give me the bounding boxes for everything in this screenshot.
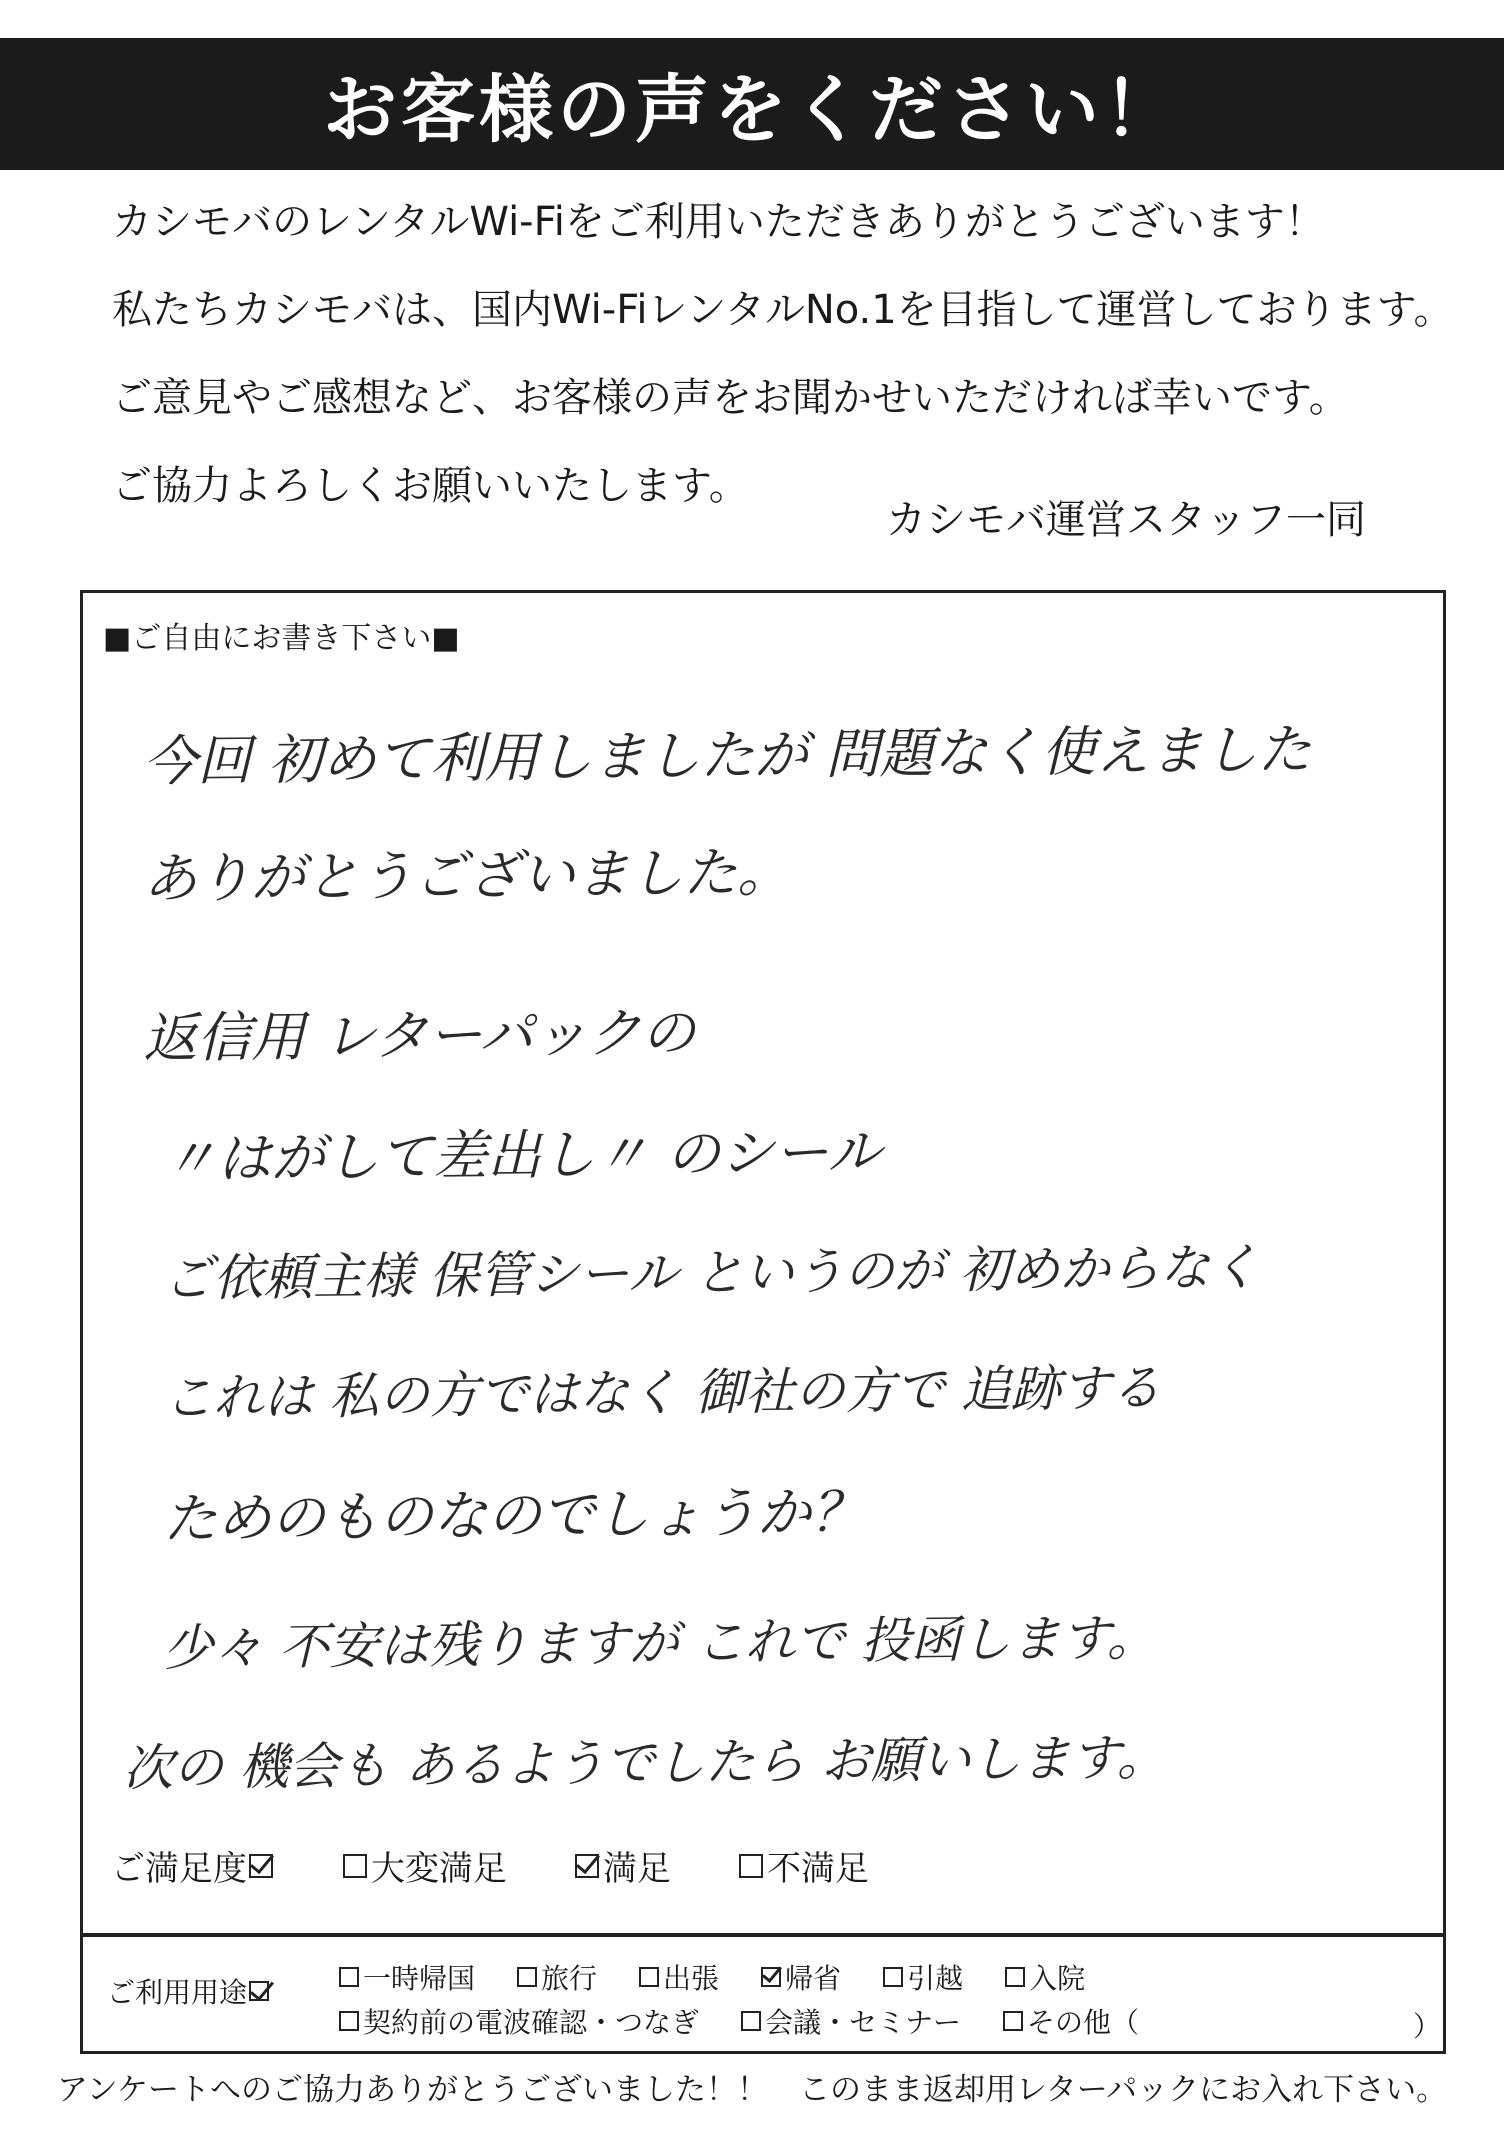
checkbox-icon[interactable] [741, 2011, 761, 2031]
intro-line: ご意見やご感想など、お客様の声をお聞かせいただければ幸いです。 [112, 375, 1349, 421]
satisfaction-option-dissatisfied[interactable] [739, 1841, 869, 1890]
option-label: 一時帰国 [363, 1962, 476, 1995]
checkbox-icon[interactable] [1005, 1967, 1025, 1987]
usage-label-checkbox [249, 1981, 269, 2001]
checkbox-icon[interactable] [883, 1967, 903, 1987]
option-label: 入院 [1029, 1962, 1086, 1995]
signature: カシモバ運営スタッフ一同 [886, 497, 1366, 543]
checkbox-icon[interactable] [739, 1854, 763, 1878]
usage-option-meeting-seminar[interactable] [741, 2001, 961, 2041]
option-label: 帰省 [785, 1962, 842, 1995]
intro-line: 私たちカシモバは、国内Wi-FiレンタルNo.1を目指して運営しております。 [112, 287, 1454, 333]
usage-label: ご利用用途 [107, 1976, 248, 2009]
checkbox-checked-icon[interactable] [575, 1854, 599, 1878]
option-label: 契約前の電波確認・つなぎ [363, 2006, 700, 2039]
page-title: お客様の声をください！ [0, 38, 1504, 170]
usage-option-travel[interactable] [517, 1957, 597, 1997]
free-comment-label: ■ご自由にお書き下さい■ [103, 621, 460, 656]
usage-option-moving[interactable] [883, 1957, 963, 1997]
usage-option-homecoming[interactable] [761, 1957, 841, 1997]
handwritten-line: ためのものなのでしょうか？ [162, 1480, 866, 1551]
option-label: その他（ [1027, 2006, 1140, 2039]
intro-line: ご協力よろしくお願いいたします。 [112, 463, 749, 509]
satisfaction-option-very-satisfied[interactable] [343, 1841, 507, 1890]
handwritten-line: これは 私の方ではなく 御社の方で 追跡する [162, 1358, 1162, 1428]
handwritten-line: 少々 不安は残りますが これで 投函します。 [162, 1608, 1158, 1678]
handwritten-line: 次の 機会も あるようでしたら お願いします。 [122, 1728, 1168, 1798]
usage-option-hospital[interactable] [1005, 1957, 1085, 1997]
checkbox-icon[interactable] [1003, 2011, 1023, 2031]
checkbox-icon[interactable] [343, 1854, 367, 1878]
handwritten-line: 返信用 レターパックの [142, 1001, 696, 1070]
option-label: 出張 [663, 1962, 720, 1995]
usage-option-signal-check[interactable] [339, 2001, 699, 2041]
handwritten-line: 〃はがして差出し〃 のシール [162, 1120, 882, 1191]
usage-option-temporary-return[interactable] [339, 1957, 475, 1997]
other-close-paren: ） [1413, 2010, 1442, 2043]
satisfaction-label: ご満足度 [111, 1849, 247, 1889]
option-label: 引越 [907, 1962, 964, 1995]
usage-row-1 [339, 1957, 1127, 1997]
handwritten-line: ありがとうございました。 [142, 840, 792, 911]
option-label: 満足 [603, 1849, 671, 1889]
option-label: 会議・セミナー [765, 2006, 962, 2039]
usage-option-other[interactable] [1003, 2001, 1139, 2041]
handwritten-line: ご依頼主様 保管シール というのが 初めからなく [162, 1238, 1261, 1308]
satisfaction-option-satisfied[interactable] [575, 1841, 671, 1890]
checkbox-icon[interactable] [639, 1967, 659, 1987]
usage-box [80, 1934, 1446, 2054]
checkbox-icon[interactable] [517, 1967, 537, 1987]
footer-text: アンケートへのご協力ありがとうございました！！ このまま返却用レターパックにお入れ下さい。 [56, 2072, 1448, 2108]
option-label: 不満足 [767, 1849, 869, 1889]
checkbox-icon[interactable] [339, 1967, 359, 1987]
satisfaction-label-checkbox [249, 1854, 273, 1878]
usage-row-2 [339, 2001, 1181, 2041]
usage-option-business-trip[interactable] [639, 1957, 719, 1997]
checkbox-icon[interactable] [339, 2011, 359, 2031]
intro-line: カシモバのレンタルWi-Fiをご利用いただきありがとうございます！ [112, 199, 1325, 245]
option-label: 大変満足 [371, 1849, 507, 1889]
satisfaction-row [111, 1841, 869, 1890]
option-label: 旅行 [541, 1962, 598, 1995]
checkbox-checked-icon[interactable] [761, 1967, 781, 1987]
usage-label-group [107, 1971, 273, 2011]
free-comment-box [80, 590, 1446, 1936]
handwritten-comment [83, 593, 1443, 1933]
handwritten-line: 今回 初めて利用しましたが 問題なく使えました [142, 717, 1312, 794]
